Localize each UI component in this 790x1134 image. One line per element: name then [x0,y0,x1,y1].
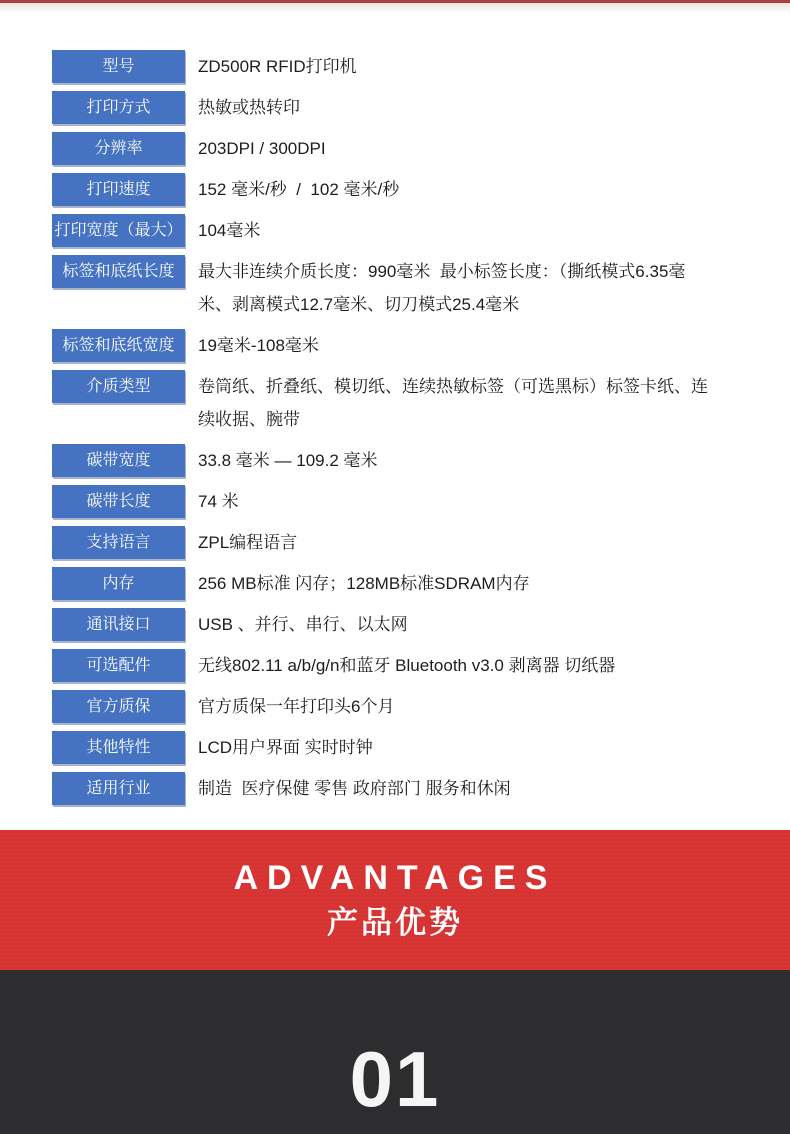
spec-value: 官方质保一年打印头6个月 [198,697,395,716]
spec-row [52,567,750,600]
spec-row [52,608,750,641]
spec-label: 可选配件 [52,649,185,682]
spec-label: 内存 [52,567,185,600]
spec-label: 型号 [52,50,185,83]
spec-value: 256 MB标准 闪存；128MB标准SDRAM内存 [198,574,530,593]
spec-row [52,444,750,477]
spec-row [52,132,750,165]
spec-label: 碳带宽度 [52,444,185,477]
spec-label: 适用行业 [52,772,185,805]
spec-label: 官方质保 [52,690,185,723]
spec-value: USB 、并行、串行、以太网 [198,615,408,634]
spec-row [52,690,750,723]
spec-row [52,485,750,518]
numbered-section [0,970,790,1134]
spec-label: 通讯接口 [52,608,185,641]
spec-label: 碳带长度 [52,485,185,518]
advantages-banner [0,830,790,970]
spec-value: 最大非连续介质长度：990毫米 最小标签长度：（撕纸模式6.35毫米、剥离模式12.7毫米、切刀模式25.4毫米 [198,262,686,314]
spec-label: 打印宽度（最大） [52,214,185,247]
spec-row [52,649,750,682]
spec-label: 其他特性 [52,731,185,764]
spec-value: 无线802.11 a/b/g/n和蓝牙 Bluetooth v3.0 剥离器 切纸器 [198,656,616,675]
spec-value: 104毫米 [198,221,261,240]
spec-value: 制造 医疗保健 零售 政府部门 服务和休闲 [198,779,511,798]
section-number: 01 [349,1034,441,1123]
spec-value: 热敏或热转印 [198,98,300,117]
spec-value: 203DPI / 300DPI [198,139,326,158]
spec-label: 打印方式 [52,91,185,124]
spec-label: 分辨率 [52,132,185,165]
spec-row [52,214,750,247]
spec-label: 打印速度 [52,173,185,206]
spec-row [52,731,750,764]
spec-row [52,772,750,805]
spec-row [52,255,750,321]
banner-title-en: ADVANTAGES [233,858,557,897]
spec-label: 支持语言 [52,526,185,559]
spec-value: 19毫米-108毫米 [198,336,319,355]
spec-value: ZD500R RFID打印机 [198,57,357,76]
spec-table [52,50,750,813]
spec-row [52,91,750,124]
spec-value: 74 米 [198,492,239,511]
spec-value: LCD用户界面 实时时钟 [198,738,373,757]
top-accent-fade [0,3,790,12]
spec-label: 标签和底纸长度 [52,255,185,288]
spec-row [52,329,750,362]
spec-row [52,50,750,83]
spec-value: ZPL编程语言 [198,533,298,552]
spec-value: 152 毫米/秒 / 102 毫米/秒 [198,180,400,199]
spec-value: 卷筒纸、折叠纸、模切纸、连续热敏标签（可选黑标）标签卡纸、连续收据、腕带 [198,377,708,429]
spec-row [52,173,750,206]
spec-row [52,370,750,436]
spec-row [52,526,750,559]
spec-label: 介质类型 [52,370,185,403]
banner-title-zh: 产品优势 [327,904,463,940]
spec-label: 标签和底纸宽度 [52,329,185,362]
whitespace-gap [0,813,790,830]
spec-value: 33.8 毫米 — 109.2 毫米 [198,451,378,470]
